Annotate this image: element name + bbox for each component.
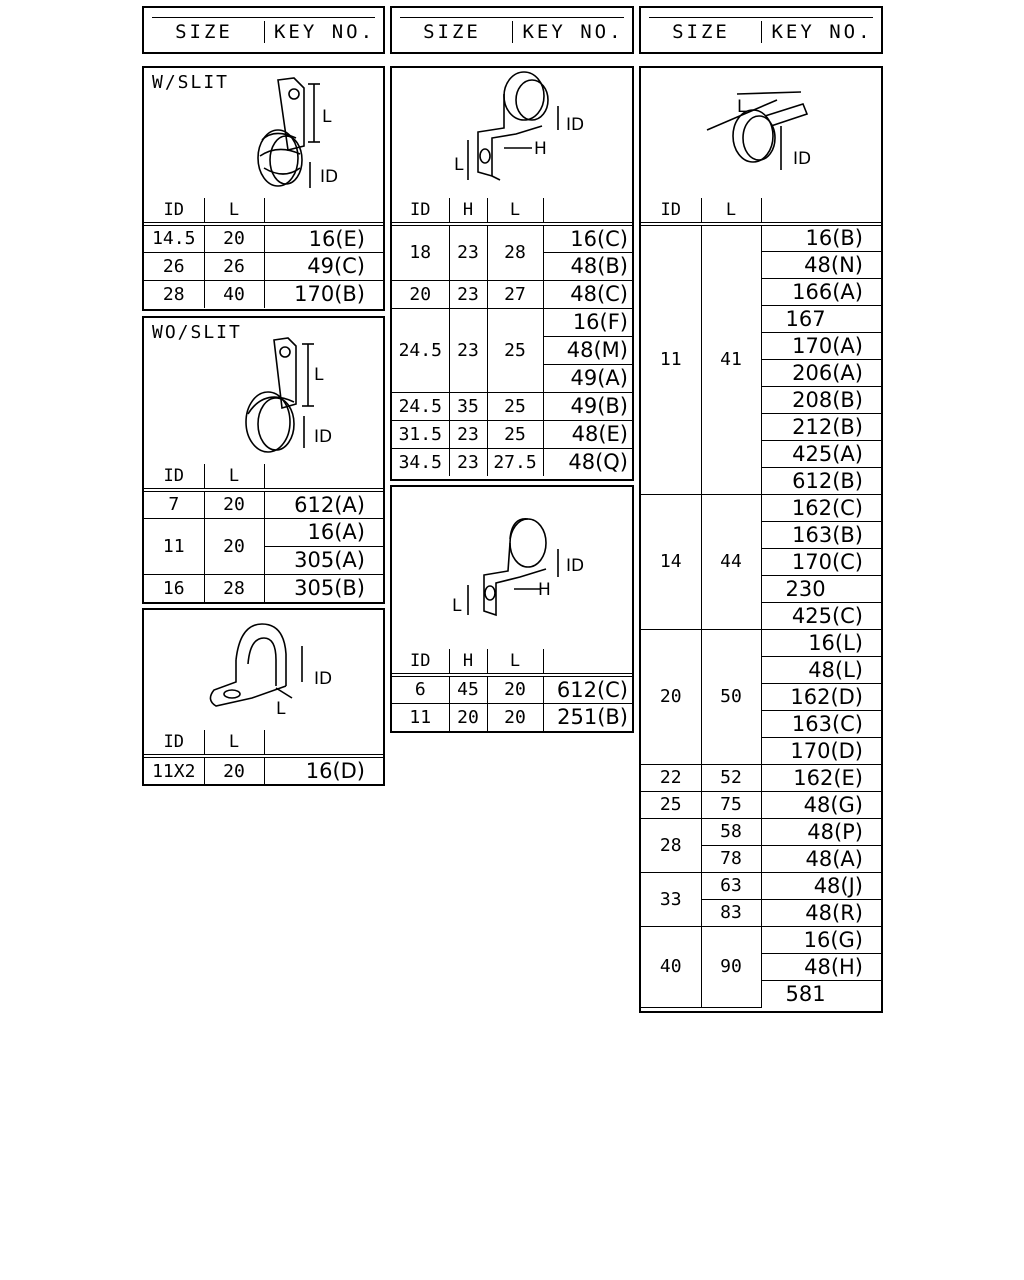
offset-clamp-2-section [390, 485, 634, 733]
cell-h: 23 [449, 420, 487, 448]
wslit-l-label: L [322, 107, 332, 127]
cell-key: 49(A) [543, 364, 632, 392]
col-header-l: L [701, 198, 761, 224]
table-row [392, 448, 632, 476]
cell-key: 16(B) [761, 224, 881, 251]
cell-key: 48(H) [761, 953, 881, 980]
cell-key: 48(R) [761, 899, 881, 926]
wslit-size-table [144, 198, 383, 308]
cell-l: 50 [701, 629, 761, 764]
header-divider [512, 21, 513, 43]
table-row [641, 872, 881, 899]
cell-l: 25 [487, 392, 543, 420]
cell-key: 230 [761, 575, 881, 602]
col-header-key [264, 198, 383, 224]
cell-l: 20 [487, 703, 543, 731]
table-row [144, 518, 383, 546]
header-divider [761, 21, 762, 43]
cell-id: 24.5 [392, 308, 449, 392]
col-header-key [761, 198, 881, 224]
header-rule [400, 17, 624, 18]
cell-h: 35 [449, 392, 487, 420]
cell-l: 75 [701, 791, 761, 818]
col-header-key [543, 198, 632, 224]
wslit-id-label: ID [320, 167, 339, 187]
cell-h: 20 [449, 703, 487, 731]
cell-id: 18 [392, 224, 449, 280]
cell-key: 170(A) [761, 332, 881, 359]
cell-l: 63 [701, 872, 761, 899]
cell-l: 83 [701, 899, 761, 926]
cell-key: 48(B) [543, 252, 632, 280]
cell-l: 40 [204, 280, 264, 308]
cell-key: 48(C) [543, 280, 632, 308]
cell-id: 28 [641, 818, 701, 872]
table-row [144, 756, 383, 784]
cell-l: 78 [701, 845, 761, 872]
offset2-size-table [392, 649, 632, 731]
header-rule [649, 17, 873, 18]
flat-clamp-section [142, 608, 385, 786]
cell-key: 16(E) [264, 224, 383, 252]
cell-id: 14.5 [144, 224, 204, 252]
wslit-clamp-section [142, 66, 385, 311]
flat-l-label: L [276, 699, 286, 719]
table-row [641, 818, 881, 845]
cell-l: 41 [701, 224, 761, 494]
table-row [392, 308, 632, 336]
col-header-id: ID [144, 198, 204, 224]
cell-id: 28 [144, 280, 204, 308]
table-row [641, 764, 881, 791]
cell-id: 11X2 [144, 756, 204, 784]
cell-key: 581 [761, 980, 881, 1007]
cell-key: 49(B) [543, 392, 632, 420]
header-size-label: SIZE [175, 21, 233, 43]
table-row [641, 926, 881, 953]
table-row [641, 224, 881, 251]
cell-id: 40 [641, 926, 701, 1007]
cell-l: 58 [701, 818, 761, 845]
table-row [392, 420, 632, 448]
cell-key: 612(B) [761, 467, 881, 494]
header-col3 [639, 6, 883, 54]
offset-h-label: H [534, 139, 547, 159]
cell-id: 11 [641, 224, 701, 494]
cell-key: 48(E) [543, 420, 632, 448]
col-header-key [264, 730, 383, 756]
col-header-id: ID [144, 730, 204, 756]
woslit-clamp-section [142, 316, 385, 604]
cell-key: 16(L) [761, 629, 881, 656]
cell-l: 25 [487, 420, 543, 448]
cell-h: 23 [449, 448, 487, 476]
cell-l: 44 [701, 494, 761, 629]
cell-key: 16(F) [543, 308, 632, 336]
col-header-l: L [204, 464, 264, 490]
col-header-l: L [487, 649, 543, 675]
cell-id: 22 [641, 764, 701, 791]
cell-l: 90 [701, 926, 761, 1007]
cell-key: 16(G) [761, 926, 881, 953]
cell-key: 162(D) [761, 683, 881, 710]
header-key-label: KEY NO. [771, 21, 873, 43]
header-col1 [142, 6, 385, 54]
cell-id: 14 [641, 494, 701, 629]
cell-key: 167 [761, 305, 881, 332]
ring-clamp-drawing [641, 68, 881, 198]
table-row [392, 224, 632, 252]
table-row [144, 574, 383, 602]
cell-key: 425(A) [761, 440, 881, 467]
col-header-l: L [487, 198, 543, 224]
flat-id-label: ID [314, 669, 333, 689]
offset-l-label: L [454, 155, 464, 175]
col-header-h: H [449, 198, 487, 224]
offset-clamp-2-drawing [392, 487, 632, 649]
cell-id: 33 [641, 872, 701, 926]
cell-key: 208(B) [761, 386, 881, 413]
offset2-id-label: ID [566, 556, 585, 576]
cell-h: 45 [449, 675, 487, 703]
col-header-id: ID [392, 649, 449, 675]
cell-h: 23 [449, 280, 487, 308]
woslit-l-label: L [314, 365, 324, 385]
cell-id: 31.5 [392, 420, 449, 448]
cell-l: 28 [204, 574, 264, 602]
col-header-h: H [449, 649, 487, 675]
cell-key: 162(C) [761, 494, 881, 521]
header-col2 [390, 6, 634, 54]
table-row [144, 280, 383, 308]
cell-key: 48(M) [543, 336, 632, 364]
offset2-h-label: H [538, 580, 551, 600]
cell-id: 25 [641, 791, 701, 818]
cell-id: 7 [144, 490, 204, 518]
table-row [641, 791, 881, 818]
cell-key: 170(C) [761, 548, 881, 575]
offset2-l-label: L [452, 596, 462, 616]
cell-id: 11 [144, 518, 204, 574]
cell-id: 24.5 [392, 392, 449, 420]
cell-key: 16(C) [543, 224, 632, 252]
table-row [144, 252, 383, 280]
cell-id: 11 [392, 703, 449, 731]
table-row [392, 392, 632, 420]
table-row [144, 224, 383, 252]
cell-key: 48(N) [761, 251, 881, 278]
col-header-id: ID [144, 464, 204, 490]
cell-key: 612(C) [543, 675, 632, 703]
cell-id: 20 [392, 280, 449, 308]
cell-key: 612(A) [264, 490, 383, 518]
offset-id-label: ID [566, 115, 585, 135]
cell-key: 48(L) [761, 656, 881, 683]
cell-key: 251(B) [543, 703, 632, 731]
cell-l: 27.5 [487, 448, 543, 476]
table-row [392, 703, 632, 731]
cell-key: 48(P) [761, 818, 881, 845]
cell-id: 16 [144, 574, 204, 602]
cell-key: 162(E) [761, 764, 881, 791]
col-header-key [264, 464, 383, 490]
woslit-id-label: ID [314, 427, 333, 447]
wslit-caption: W/SLIT [152, 72, 230, 93]
offset-size-table [392, 198, 632, 476]
cell-key: 166(A) [761, 278, 881, 305]
col-header-id: ID [392, 198, 449, 224]
cell-l: 27 [487, 280, 543, 308]
cell-key: 206(A) [761, 359, 881, 386]
offset-clamp-section [390, 66, 634, 481]
cell-l: 25 [487, 308, 543, 392]
col-header-l: L [204, 198, 264, 224]
cell-l: 28 [487, 224, 543, 280]
cell-key: 49(C) [264, 252, 383, 280]
table-row [641, 629, 881, 656]
cell-l: 20 [487, 675, 543, 703]
cell-key: 170(D) [761, 737, 881, 764]
cell-key: 16(A) [264, 518, 383, 546]
table-row [392, 280, 632, 308]
cell-l: 20 [204, 490, 264, 518]
flat-size-table [144, 730, 383, 784]
offset-clamp-drawing [392, 68, 632, 198]
table-row [144, 490, 383, 518]
cell-key: 48(Q) [543, 448, 632, 476]
table-row [641, 494, 881, 521]
table-row [392, 675, 632, 703]
cell-key: 305(A) [264, 546, 383, 574]
cell-l: 26 [204, 252, 264, 280]
cell-l: 20 [204, 518, 264, 574]
woslit-size-table [144, 464, 383, 602]
cell-key: 48(J) [761, 872, 881, 899]
cell-key: 305(B) [264, 574, 383, 602]
cell-id: 6 [392, 675, 449, 703]
col-header-key [543, 649, 632, 675]
cell-key: 212(B) [761, 413, 881, 440]
ring-id-label: ID [793, 149, 812, 169]
header-size-label: SIZE [423, 21, 481, 43]
header-divider [264, 21, 265, 43]
col-header-id: ID [641, 198, 701, 224]
cell-key: 170(B) [264, 280, 383, 308]
ring-l-label: L [737, 97, 747, 117]
header-key-label: KEY NO. [522, 21, 624, 43]
cell-key: 48(G) [761, 791, 881, 818]
cell-key: 163(B) [761, 521, 881, 548]
header-size-label: SIZE [672, 21, 730, 43]
cell-key: 163(C) [761, 710, 881, 737]
header-key-label: KEY NO. [273, 21, 376, 43]
ring-clamp-section [639, 66, 883, 1013]
col-header-l: L [204, 730, 264, 756]
flat-clamp-drawing [144, 610, 383, 730]
cell-l: 52 [701, 764, 761, 791]
cell-id: 20 [641, 629, 701, 764]
cell-key: 16(D) [264, 756, 383, 784]
cell-h: 23 [449, 224, 487, 280]
cell-l: 20 [204, 224, 264, 252]
cell-id: 26 [144, 252, 204, 280]
cell-id: 34.5 [392, 448, 449, 476]
cell-l: 20 [204, 756, 264, 784]
cell-key: 425(C) [761, 602, 881, 629]
ring-size-table [641, 198, 881, 1008]
cell-key: 48(A) [761, 845, 881, 872]
cell-h: 23 [449, 308, 487, 392]
header-rule [152, 17, 375, 18]
woslit-caption: WO/SLIT [152, 322, 242, 343]
